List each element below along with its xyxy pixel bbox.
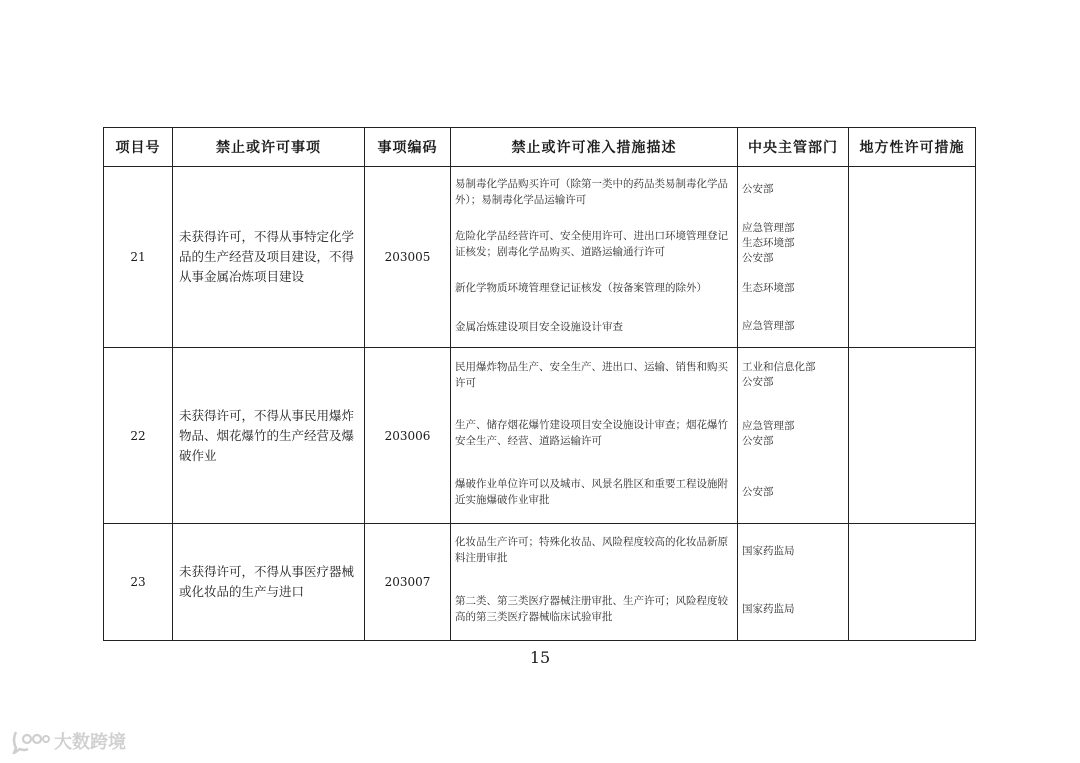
department-item: 应急管理部 生态环境部 公安部 xyxy=(742,222,795,264)
department-item: 应急管理部 xyxy=(742,320,795,332)
item-number: 21 xyxy=(104,167,173,348)
department-item: 国家药监局 xyxy=(742,545,795,557)
local-measures-cell xyxy=(849,348,976,524)
department-item: 生态环境部 xyxy=(742,282,795,294)
department-item: 国家药监局 xyxy=(742,603,795,615)
item-number: 22 xyxy=(104,348,173,524)
department-item: 应急管理部 公安部 xyxy=(742,420,795,447)
department-item: 工业和信息化部 公安部 xyxy=(742,361,816,388)
measure-item: 新化学物质环境管理登记证核发（按备案管理的除外） xyxy=(455,282,707,294)
header-central-department: 中央主管部门 xyxy=(738,128,849,167)
measure-item: 民用爆炸物品生产、安全生产、进出口、运输、销售和购买许可 xyxy=(455,361,728,389)
measures-cell xyxy=(451,348,738,524)
item-code: 203007 xyxy=(365,524,451,641)
departments-cell xyxy=(738,524,849,641)
local-measures-cell xyxy=(849,524,976,641)
permit-table-page xyxy=(103,127,975,641)
matter-text: 未获得许可，不得从事医疗器械或化妆品的生产与进口 xyxy=(173,524,365,641)
measure-item: 化妆品生产许可；特殊化妆品、风险程度较高的化妆品新原料注册审批 xyxy=(455,536,728,564)
measure-item: 爆破作业单位许可以及城市、风景名胜区和重要工程设施附近实施爆破作业审批 xyxy=(455,478,728,506)
header-matter: 禁止或许可事项 xyxy=(173,128,365,167)
matter-text: 未获得许可，不得从事特定化学品的生产经营及项目建设，不得从事金属冶炼项目建设 xyxy=(173,167,365,348)
table-row xyxy=(104,167,976,348)
header-local-measures: 地方性许可措施 xyxy=(849,128,976,167)
measure-item: 第二类、第三类医疗器械注册审批、生产许可；风险程度较高的第三类医疗器械临床试验审批 xyxy=(455,595,728,623)
measure-item: 生产、储存烟花爆竹建设项目安全设施设计审查；烟花爆竹安全生产、经营、道路运输许可 xyxy=(455,419,728,447)
watermark-text: 大数跨境 xyxy=(54,732,126,753)
measures-cell xyxy=(451,167,738,348)
item-number: 23 xyxy=(104,524,173,641)
department-item: 公安部 xyxy=(742,183,774,195)
header-measures: 禁止或许可准入措施描述 xyxy=(451,128,738,167)
departments-cell xyxy=(738,167,849,348)
item-code: 203005 xyxy=(365,167,451,348)
matter-text: 未获得许可，不得从事民用爆炸物品、烟花爆竹的生产经营及爆破作业 xyxy=(173,348,365,524)
measures-cell xyxy=(451,524,738,641)
departments-cell xyxy=(738,348,849,524)
local-measures-cell xyxy=(849,167,976,348)
measure-item: 易制毒化学品购买许可（除第一类中的药品类易制毒化学品外）；易制毒化学品运输许可 xyxy=(455,178,728,206)
header-code: 事项编码 xyxy=(365,128,451,167)
table-header-row xyxy=(104,128,976,167)
table-row xyxy=(104,348,976,524)
page-number: 15 xyxy=(529,648,551,667)
item-code: 203006 xyxy=(365,348,451,524)
watermark xyxy=(10,728,126,754)
department-item: 公安部 xyxy=(742,486,774,498)
header-item-number: 项目号 xyxy=(104,128,173,167)
table-row xyxy=(104,524,976,641)
measure-item: 金属冶炼建设项目安全设施设计审查 xyxy=(455,321,623,333)
permit-table xyxy=(103,127,976,641)
speech-bubble-logo-icon xyxy=(10,728,50,754)
measure-item: 危险化学品经营许可、安全使用许可、进出口环境管理登记证核发；剧毒化学品购买、道路运输通行许可 xyxy=(455,230,728,258)
